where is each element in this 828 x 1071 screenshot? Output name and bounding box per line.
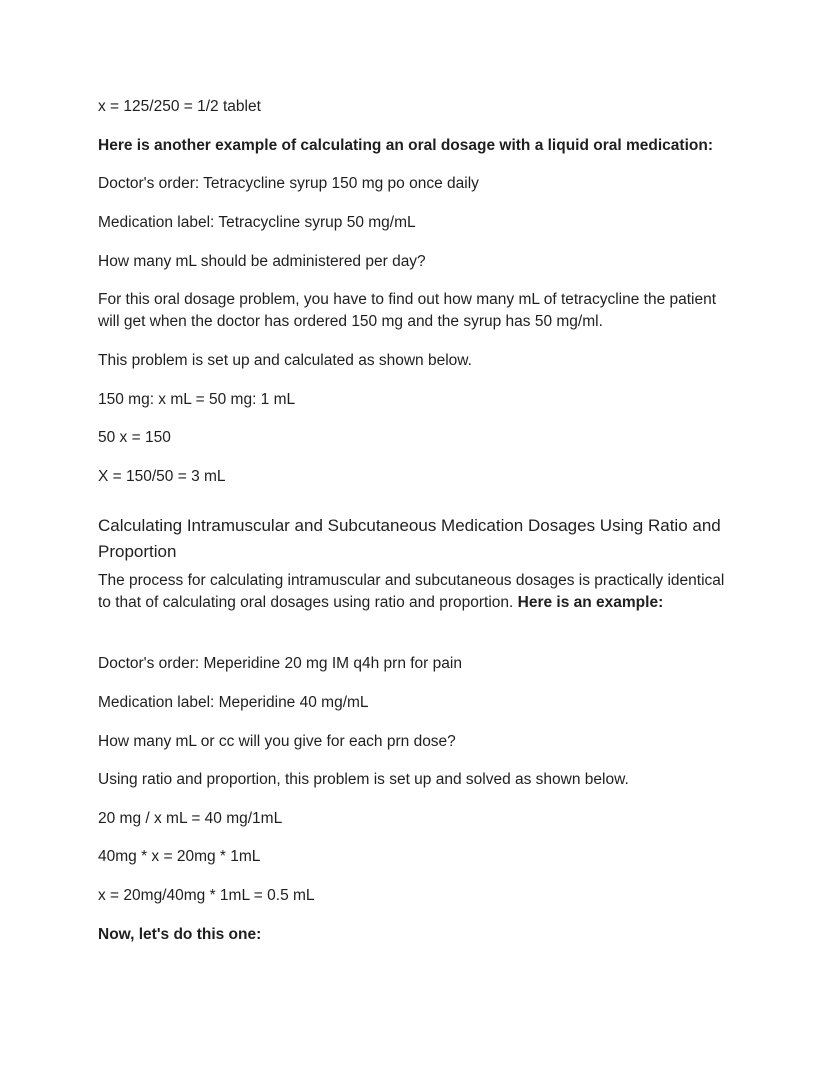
doctors-order-tetracycline: Doctor's order: Tetracycline syrup 150 mg po once daily [98,175,479,192]
equation-result-meperidine: x = 20mg/40mg * 1mL = 0.5 mL [98,887,315,904]
process-paragraph-text: The process for calculating intramuscular and subcutaneous dosages is practically identical to that of calculating oral dosages using ratio and proportion. [98,572,725,611]
process-paragraph-bold: Here is an example: [517,594,664,611]
equation-multiply-meperidine: 40mg * x = 20mg * 1mL [98,848,261,865]
process-paragraph [98,570,738,614]
setup-intro: This problem is set up and calculated as shown below. [98,352,472,369]
equation-ratio: 150 mg: x mL = 50 mg: 1 mL [98,391,296,408]
doctors-order-meperidine: Doctor's order: Meperidine 20 mg IM q4h prn for pain [98,655,462,672]
next-problem-prompt: Now, let's do this one: [98,926,262,943]
equation-tablet-result: x = 125/250 = 1/2 tablet [98,98,261,115]
solve-intro: Using ratio and proportion, this problem is set up and solved as shown below. [98,771,629,788]
equation-multiply: 50 x = 150 [98,429,171,446]
example-intro-liquid: Here is another example of calculating an oral dosage with a liquid oral medication: [98,137,713,154]
medication-label-meperidine: Medication label: Meperidine 40 mg/mL [98,694,369,711]
equation-ratio-meperidine: 20 mg / x mL = 40 mg/1mL [98,810,283,827]
section-heading: Calculating Intramuscular and Subcutaneous Medication Dosages Using Ratio and Proportion [98,516,721,561]
equation-result: X = 150/50 = 3 mL [98,468,226,485]
explanation-paragraph: For this oral dosage problem, you have to find out how many mL of tetracycline the patient will get when the doctor has ordered 150 mg and the syrup has 50 mg/ml. [98,291,717,330]
question-ml-per-dose: How many mL or cc will you give for each prn dose? [98,733,456,750]
medication-label-tetracycline: Medication label: Tetracycline syrup 50 mg/mL [98,214,416,231]
question-ml-per-day: How many mL should be administered per day? [98,253,426,270]
